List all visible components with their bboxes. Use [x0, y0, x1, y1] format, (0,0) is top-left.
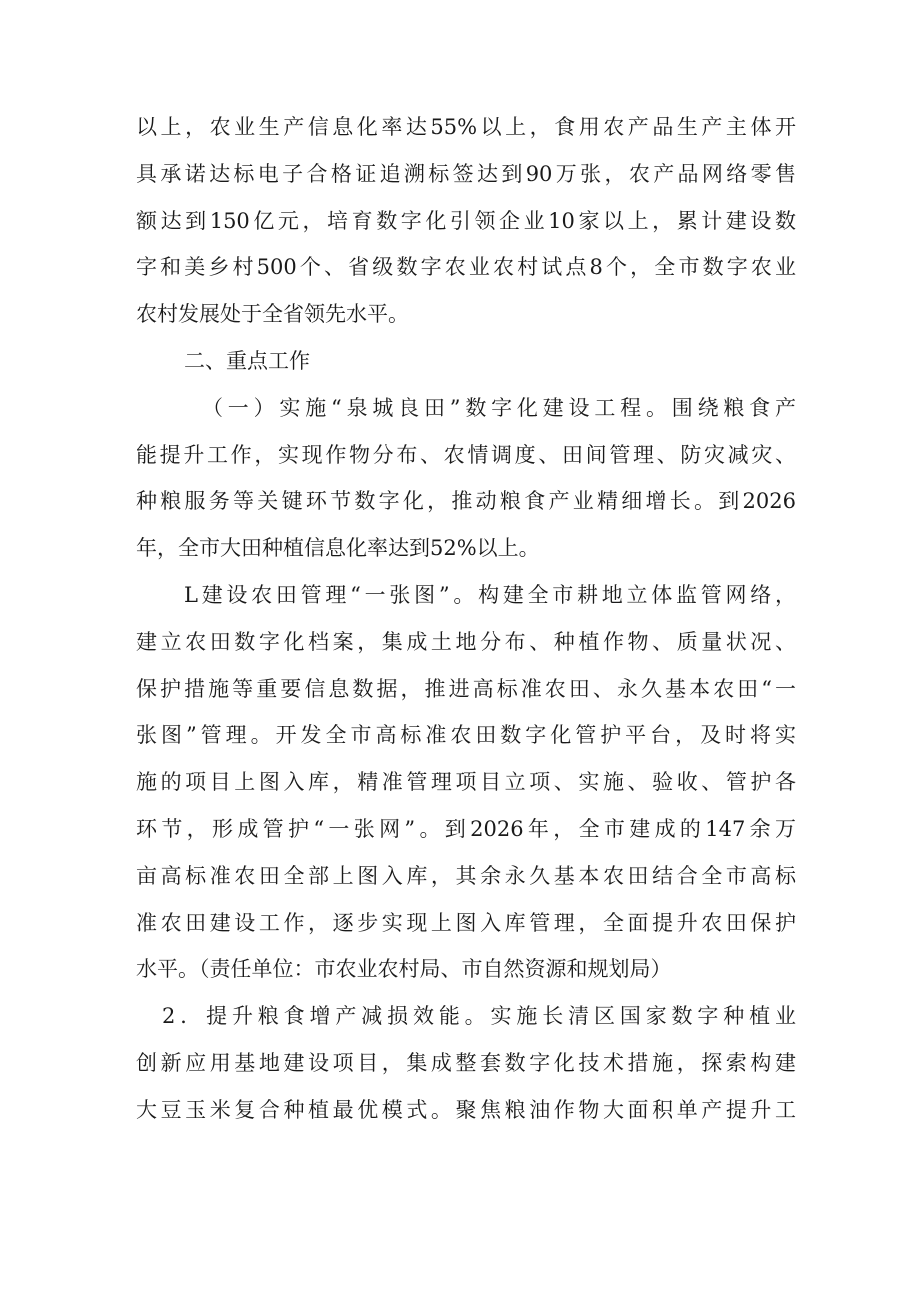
item-heading: L建设农田管理“一张图”。构建全市耕地立体监管网络， [184, 582, 796, 607]
paragraph-line: 施的项目上图入库，精准管理项目立项、实施、验收、管护各 [136, 770, 796, 795]
paragraph-line: 以上，农业生产信息化率达55%以上，食用农产品生产主体开 [136, 115, 796, 139]
paragraph-line: 保护措施等重要信息数据，推进高标准农田、永久基本农田“一 [136, 676, 796, 701]
paragraph-line: 额达到150亿元，培育数字化引领企业10家以上，累计建设数 [136, 208, 796, 233]
paragraph-line: 种粮服务等关键环节数字化，推动粮食产业精细增长。到2026 [136, 489, 796, 514]
paragraph-line: 农村发展处于全省领先水平。 [136, 302, 409, 327]
paragraph-line: 具承诺达标电子合格证追溯标签达到90万张，农产品网络零售 [136, 161, 796, 186]
paragraph-line: 准农田建设工作，逐步实现上图入库管理，全面提升农田保护 [136, 910, 796, 935]
paragraph-line: 能提升工作，实现作物分布、农情调度、田间管理、防灾减灾、 [136, 442, 796, 467]
paragraph-line: 环节，形成管护“一张网”。到2026年，全市建成的147余万 [136, 816, 796, 841]
paragraph-line: 年，全市大田种植信息化率达到52%以上。 [136, 536, 540, 561]
paragraph-line: 亩高标准农田全部上图入库，其余永久基本农田结合全市高标 [136, 863, 796, 888]
subsection-heading: （一）实施“泉城良田”数字化建设工程。围绕粮食产 [202, 395, 796, 420]
paragraph-line: 张图”管理。开发全市高标准农田数字化管护平台，及时将实 [136, 723, 796, 748]
paragraph-line: 创新应用基地建设项目，集成整套数字化技术措施，探索构建 [136, 1050, 796, 1075]
paragraph-line: 字和美乡村500个、省级数字农业农村试点8个，全市数字农业 [136, 255, 796, 280]
paragraph-line: 大豆玉米复合种植最优模式。聚焦粮油作物大面积单产提升工 [136, 1097, 796, 1122]
document-body [136, 104, 796, 1134]
paragraph-line: 水平。（责任单位：市农业农村局、市自然资源和规划局） [136, 957, 672, 982]
section-heading: 二、重点工作 [184, 348, 310, 373]
item-heading: 2．提升粮食增产减损效能。实施长清区国家数字种植业 [162, 1004, 796, 1029]
paragraph-line: 建立农田数字化档案，集成土地分布、种植作物、质量状况、 [136, 629, 796, 654]
